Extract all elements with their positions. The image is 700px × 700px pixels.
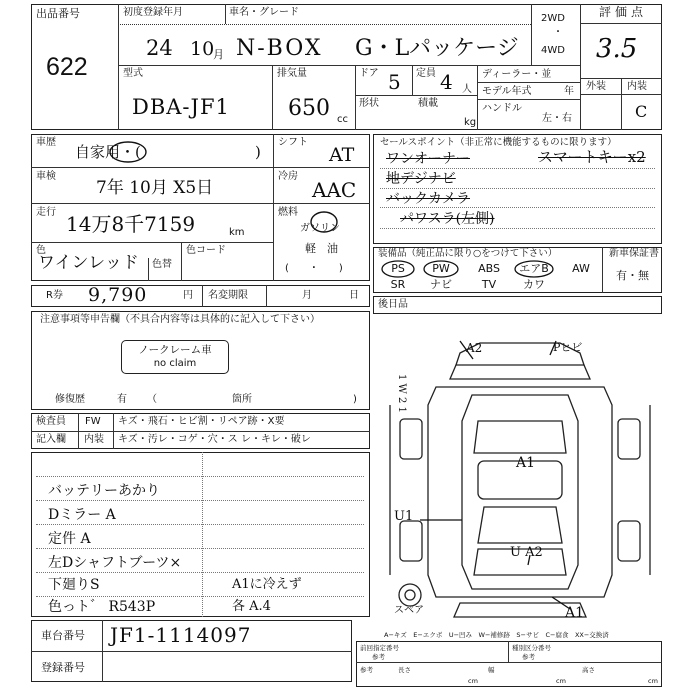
shift-label: シフト — [278, 137, 308, 148]
recycle-label: R券 — [46, 290, 63, 301]
equipment-item: エアB — [519, 262, 549, 275]
equipment-item: TV — [481, 278, 497, 291]
displacement-unit: cc — [337, 114, 348, 125]
header-table — [31, 4, 662, 130]
note-line: 定件 A — [48, 531, 91, 547]
divider — [580, 23, 662, 24]
diagram-label: U A2 — [510, 545, 543, 560]
rear-items-label: 後日品 — [378, 299, 408, 310]
dealer-label: ディーラー・並 — [482, 69, 552, 80]
divider — [102, 620, 103, 682]
divider — [272, 65, 273, 130]
inspection-label: 車検 — [36, 171, 56, 182]
divider — [78, 413, 79, 449]
drive-4wd: 4WD — [541, 45, 565, 56]
divider — [621, 78, 622, 130]
steering-value: 左・右 — [542, 113, 572, 124]
divider — [266, 285, 267, 307]
cooling-label: 冷房 — [278, 171, 298, 182]
model-name: N-BOX — [236, 36, 323, 61]
designated-number-ref: 参考 — [372, 653, 385, 661]
capacity-value: 4 — [440, 70, 453, 94]
registration-year: 24 — [146, 36, 173, 60]
ref-label: 参考 — [360, 666, 373, 674]
drive-2wd: 2WD — [541, 13, 565, 24]
note-line: 左Dシャフトブーツ× — [48, 555, 182, 571]
fw-label: FW — [85, 416, 101, 427]
color-label: 色 — [36, 245, 46, 256]
fw-options: キズ・飛石・ヒビ割・リペア跡・X要 — [118, 416, 285, 427]
load-unit: kg — [464, 117, 477, 128]
sales-point: 地デジナビ — [386, 171, 456, 187]
width-label: 幅 — [488, 666, 495, 674]
history-label: 車歴 — [36, 137, 56, 148]
inspector-label: 検査員 — [36, 416, 66, 427]
divider — [380, 188, 655, 189]
exterior-label: 外装 — [586, 81, 606, 92]
equipment-item: ナビ — [430, 278, 452, 291]
fuel-other: ( ・ ) — [285, 263, 343, 274]
no-claim-en: no claim — [153, 358, 197, 369]
divider — [380, 207, 655, 208]
diagram-label: Pヒビ — [553, 341, 583, 354]
history-value: 自家用・( — [75, 143, 141, 161]
deadline-month: 月 — [302, 290, 312, 301]
color-code-label: 色コード — [186, 245, 226, 256]
divider — [36, 572, 364, 573]
circle-marks — [380, 259, 560, 279]
note-line: 下廻りS — [48, 577, 100, 593]
divider — [118, 65, 580, 66]
divider — [31, 431, 370, 432]
grade-name: G・Lパッケージ — [355, 36, 519, 61]
designated-number-label: 前回指定番号 — [360, 644, 399, 652]
class-number-ref: 参考 — [522, 653, 535, 661]
mileage-value: 14万8千7159 — [66, 212, 196, 236]
registration-number-label: 登録番号 — [41, 661, 85, 674]
mileage-unit: km — [229, 227, 245, 238]
deadline-day: 日 — [349, 290, 359, 301]
name-change-deadline-label: 名変期限 — [208, 290, 248, 301]
type-value: DBA-JF1 — [132, 95, 230, 119]
interior-row-label: 内装 — [84, 434, 104, 445]
interior-score: C — [635, 102, 648, 121]
divider — [36, 596, 364, 597]
note-line: バッテリーあかり — [48, 483, 160, 499]
divider — [113, 413, 114, 449]
divider — [181, 242, 182, 281]
repair-paren-close: ) — [353, 394, 357, 405]
reference-table — [356, 641, 662, 687]
fuel-label: 燃料 — [278, 207, 298, 218]
divider — [36, 476, 364, 477]
equipment-item: カワ — [523, 278, 545, 291]
divider — [202, 285, 203, 307]
divider — [202, 452, 203, 617]
note-line: 色っト゛ R543P — [48, 599, 156, 615]
recycle-unit: 円 — [183, 290, 193, 301]
divider — [118, 24, 531, 25]
divider — [477, 65, 478, 130]
divider — [36, 500, 364, 501]
warranty-value: 有・無 — [616, 269, 649, 282]
divider — [36, 548, 364, 549]
divider — [531, 4, 532, 65]
interior-label: 内装 — [627, 81, 647, 92]
doors-value: 5 — [388, 70, 401, 94]
divider — [118, 4, 119, 65]
note-line-right: A1に冷えず — [232, 577, 302, 592]
fuel-diesel: 軽 油 — [305, 242, 338, 255]
type-label: 型式 — [123, 68, 143, 79]
lot-number: 622 — [46, 53, 88, 81]
model-year-unit: 年 — [564, 86, 574, 97]
divider — [477, 82, 580, 83]
recycle-value: 9,790 — [88, 284, 148, 306]
first-registration-label: 初度登録年月 — [123, 7, 183, 18]
height-unit: cm — [648, 677, 658, 685]
divider — [118, 65, 119, 130]
class-number-label: 種別区分番号 — [512, 644, 551, 652]
damage-legend: A−キズ E−エクボ U−凹み W−補修跡 S−サビ C−腐食 XX−交換済 — [384, 631, 609, 639]
divider — [31, 167, 370, 168]
divider — [225, 4, 226, 24]
diagram-label: A2 — [466, 341, 483, 355]
divider — [31, 242, 273, 243]
color-value: ワインレッド — [38, 253, 139, 273]
divider — [355, 65, 356, 130]
equipment-title: 装備品（純正品に限り○をつけて下さい） — [378, 248, 558, 259]
equipment-item: PS — [391, 262, 405, 275]
model-year-label: モデル年式 — [482, 86, 532, 97]
equipment-item: PW — [432, 262, 450, 275]
load-capacity-label: 積載 — [418, 98, 438, 109]
notes-title: 注意事項等申告欄（不具合内容等は具体的に記入して下さい） — [40, 314, 320, 325]
sales-point: バックカメラ — [386, 191, 470, 207]
divider — [508, 641, 509, 662]
repair-paren-open: （ — [147, 394, 157, 405]
divider — [356, 662, 662, 663]
lot-number-label: 出品番号 — [36, 7, 80, 20]
diagram-label: U1 — [394, 509, 414, 524]
no-claim-jp: ノークレーム車 — [138, 344, 212, 356]
repair-history-label: 修復歴 — [55, 394, 85, 405]
mileage-label: 走行 — [36, 207, 56, 218]
divider — [36, 524, 364, 525]
score-label: 評価点 — [599, 5, 648, 19]
drive-separator: ・ — [553, 27, 563, 38]
divider — [148, 258, 149, 281]
divider — [355, 95, 477, 96]
sales-point: スマートキーx2 — [538, 148, 646, 166]
note-line-right: 各 A.4 — [232, 599, 271, 614]
inspection-value: 7年 10月 X5日 — [96, 178, 214, 198]
divider — [477, 99, 580, 100]
month-unit: 月 — [213, 48, 224, 61]
interior-options: キズ・汚レ・コゲ・穴・ス レ・キレ・破レ — [118, 434, 311, 445]
vehicle-damage-diagram — [380, 335, 660, 625]
width-unit: cm — [556, 677, 566, 685]
score-value: 3.5 — [596, 34, 638, 64]
length-label: 長さ — [398, 666, 411, 674]
displacement-value: 650 — [288, 96, 330, 121]
repair-history-value: 有 — [117, 394, 127, 405]
spare-tire-label: スペア — [394, 605, 424, 616]
sales-point: パワスラ(左側) — [400, 211, 495, 227]
registration-month: 10 — [190, 38, 215, 60]
rear-items-box — [373, 296, 662, 314]
repair-location-label: 箇所 — [232, 394, 252, 405]
capacity-label: 定員 — [416, 68, 436, 79]
diagram-label: A1 — [565, 605, 585, 621]
entry-label: 記入欄 — [36, 434, 66, 445]
height-label: 高さ — [582, 666, 595, 674]
doors-label: ドア — [359, 68, 379, 79]
length-unit: cm — [468, 677, 478, 685]
chassis-number: JF1-1114097 — [110, 623, 252, 647]
divider — [602, 247, 603, 293]
windshield-note: 1 W 2 1 — [396, 374, 407, 413]
equipment-item: AW — [572, 262, 590, 275]
fuel-gasoline: ガソリン — [300, 223, 340, 234]
capacity-unit: 人 — [462, 84, 472, 95]
equipment-item: ABS — [478, 262, 500, 275]
body-shape-label: 形状 — [359, 98, 379, 109]
cooling-value: AAC — [312, 178, 357, 202]
warranty-label: 新車保証書 — [609, 248, 659, 259]
chassis-number-label: 車台番号 — [41, 629, 85, 642]
history-paren-close: ) — [255, 143, 261, 161]
diagram-label: A1 — [516, 455, 536, 471]
color-change-label: 色替 — [152, 259, 172, 270]
recycle-row — [31, 285, 370, 307]
sales-points-title: セールスポイント（非正常に機能するものに限ります） — [380, 137, 617, 148]
sales-point: ワンオーナー — [386, 151, 470, 167]
divider — [31, 203, 370, 204]
steering-label: ハンドル — [482, 103, 522, 114]
divider — [273, 134, 274, 281]
divider — [380, 228, 655, 229]
note-line: Dミラー A — [48, 507, 116, 523]
divider — [412, 65, 413, 95]
model-grade-label: 車名・グレード — [229, 7, 299, 18]
displacement-label: 排気量 — [277, 68, 307, 79]
no-claim-stamp — [121, 340, 229, 374]
divider — [31, 651, 352, 652]
divider — [380, 168, 655, 169]
equipment-item: SR — [390, 278, 406, 291]
shift-value: AT — [329, 144, 355, 166]
